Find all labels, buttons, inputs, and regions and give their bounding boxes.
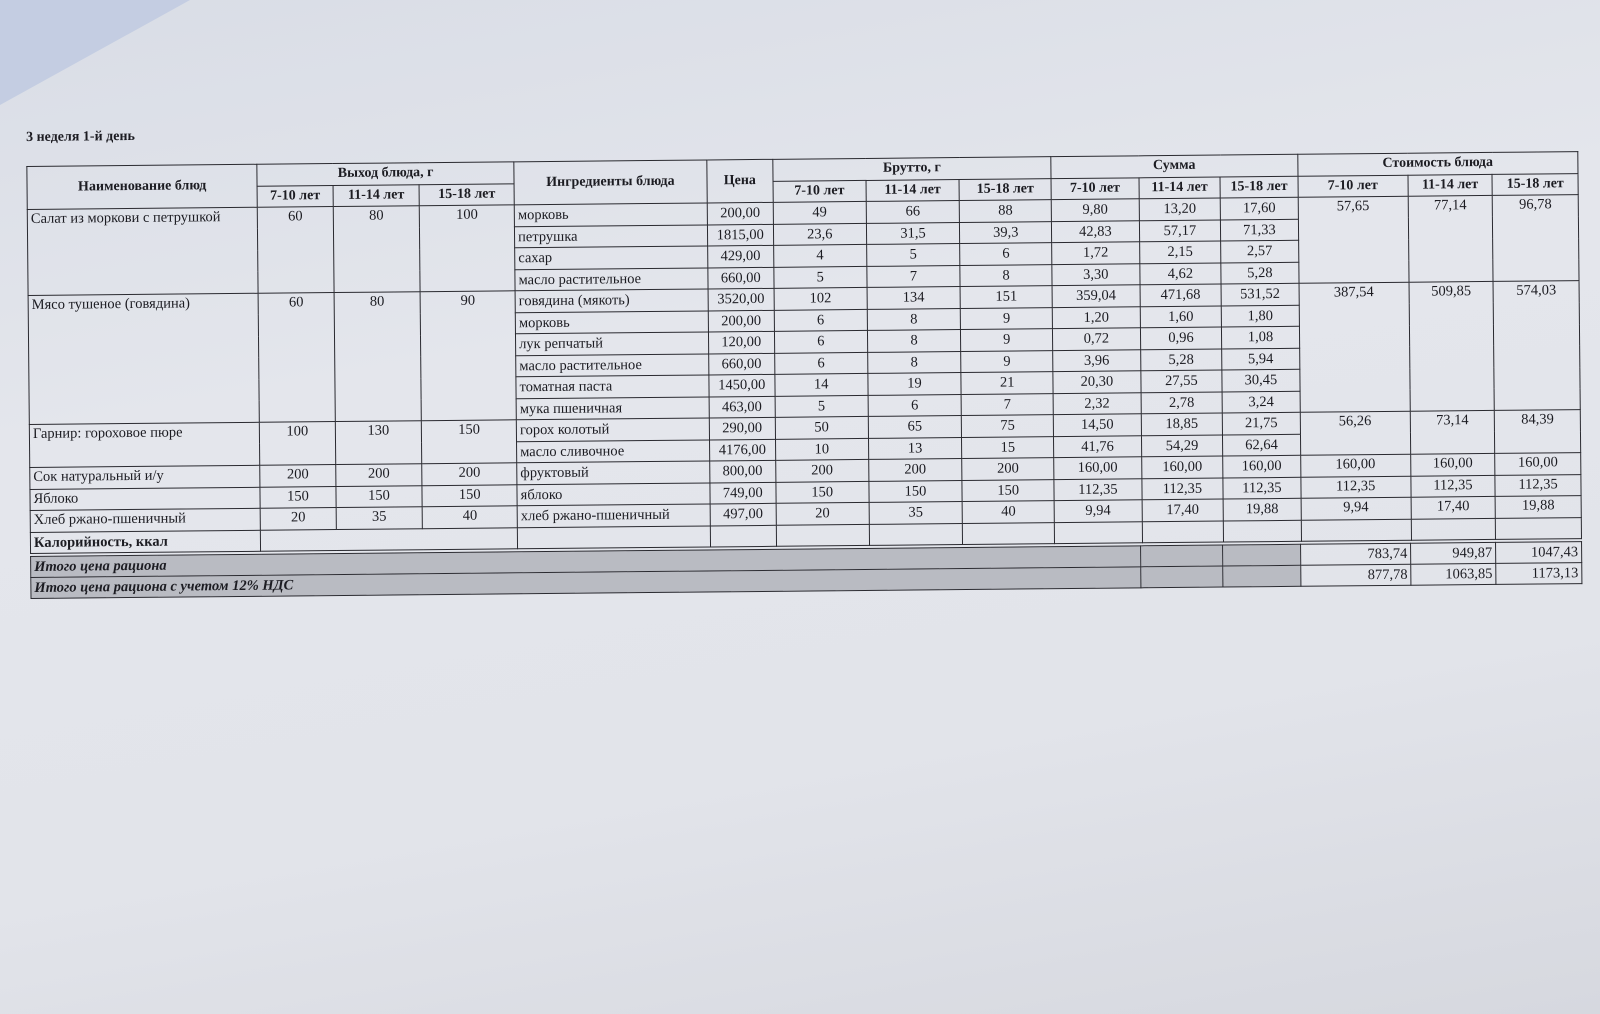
- ingredient-name: мука пшеничная: [516, 396, 709, 419]
- header-output-age-15-18: 15-18 лет: [419, 183, 514, 205]
- ingredient-sum: 112,35: [1223, 477, 1301, 499]
- ingredient-sum: 17,40: [1142, 499, 1224, 521]
- ingredient-sum: 1,08: [1222, 326, 1300, 348]
- ingredient-brutto: 9: [961, 350, 1053, 372]
- header-cost-age-7-10: 7-10 лет: [1298, 175, 1408, 198]
- header-sum-age-7-10: 7-10 лет: [1051, 177, 1139, 199]
- ingredient-sum: 9,80: [1051, 199, 1139, 221]
- ingredient-name: сахар: [515, 246, 708, 269]
- ingredient-brutto: 39,3: [960, 221, 1052, 243]
- ingredient-brutto: 7: [866, 265, 960, 287]
- ingredient-price: 3520,00: [708, 288, 774, 310]
- vat-total-label: Итого цена рациона с учетом 12% НДС: [31, 567, 1141, 599]
- ingredient-name: масло сливочное: [517, 439, 710, 462]
- header-brutto-age-11-14: 11-14 лет: [866, 179, 960, 201]
- header-output: Выход блюда, г: [257, 162, 514, 186]
- header-brutto-age-15-18: 15-18 лет: [959, 178, 1051, 200]
- vat-total-age-7-10: 877,78: [1301, 564, 1412, 586]
- ingredient-brutto: 200: [776, 459, 869, 481]
- ingredient-brutto: 6: [960, 243, 1052, 265]
- ingredient-brutto: 49: [773, 201, 866, 223]
- dish-output: 40: [422, 506, 517, 528]
- ration-total-age-7-10: 783,74: [1300, 543, 1411, 565]
- dish-cost: 17,40: [1411, 496, 1496, 518]
- calories-empty-cell: [1142, 521, 1224, 543]
- ingredient-price: 4176,00: [709, 439, 775, 461]
- ingredient-price: 429,00: [707, 245, 773, 267]
- ingredient-brutto: 8: [867, 330, 961, 352]
- dish-name: Хлеб ржано-пшеничный: [30, 508, 260, 532]
- ingredient-sum: 20,30: [1053, 371, 1141, 393]
- ingredient-sum: 471,68: [1140, 284, 1222, 306]
- dish-cost: 19,88: [1495, 496, 1581, 518]
- ingredient-name: петрушка: [515, 224, 708, 247]
- dish-output: 60: [258, 293, 335, 423]
- calories-output-cell: [261, 527, 518, 551]
- dish-cost: 73,14: [1410, 410, 1495, 454]
- ingredient-sum: 2,78: [1141, 392, 1223, 414]
- ration-total-label: Итого цена рациона: [31, 546, 1141, 578]
- calories-empty-cell: [517, 525, 710, 548]
- dish-output: 80: [333, 206, 420, 293]
- ingredient-brutto: 4: [774, 244, 867, 266]
- ingredient-brutto: 5: [866, 244, 960, 266]
- dish-cost: 160,00: [1410, 453, 1495, 475]
- dish-output: 150: [422, 420, 517, 464]
- dish-output: 100: [260, 422, 336, 466]
- ingredient-brutto: 6: [774, 309, 867, 331]
- ingredient-sum: 19,88: [1223, 498, 1301, 520]
- dish-cost: 387,54: [1299, 282, 1410, 412]
- ingredient-sum: 3,30: [1052, 263, 1140, 285]
- ingredient-sum: 13,20: [1139, 198, 1221, 220]
- ingredient-brutto: 5: [774, 266, 867, 288]
- ingredient-brutto: 9: [961, 307, 1053, 329]
- ration-total-age-11-14: 949,87: [1411, 542, 1496, 564]
- ingredient-sum: 3,96: [1053, 349, 1141, 371]
- ingredient-brutto: 8: [867, 308, 961, 330]
- header-dish-name: Наименование блюд: [27, 164, 258, 209]
- ingredient-brutto: 8: [867, 351, 961, 373]
- ingredient-brutto: 31,5: [866, 222, 960, 244]
- ingredient-brutto: 134: [867, 287, 961, 309]
- ingredient-sum: 1,72: [1052, 242, 1140, 264]
- ingredient-sum: 57,17: [1139, 220, 1221, 242]
- ingredient-brutto: 151: [960, 286, 1052, 308]
- totals-empty-cell: [1223, 565, 1301, 587]
- dish-name: Сок натуральный и/у: [30, 465, 260, 489]
- ingredient-price: 463,00: [709, 396, 775, 418]
- ingredient-brutto: 35: [869, 502, 963, 524]
- table-body: [27, 195, 1581, 532]
- ingredient-brutto: 9: [961, 329, 1053, 351]
- ingredient-name: морковь: [515, 310, 708, 333]
- ingredient-price: 1815,00: [707, 224, 773, 246]
- header-cost-age-11-14: 11-14 лет: [1408, 174, 1493, 196]
- dish-output: 60: [258, 207, 334, 294]
- ingredient-brutto: 102: [774, 287, 867, 309]
- ingredient-sum: 359,04: [1052, 285, 1140, 307]
- dish-name: Салат из моркови с петрушкой: [27, 207, 258, 295]
- ingredient-sum: 4,62: [1140, 263, 1222, 285]
- ingredient-sum: 160,00: [1141, 456, 1223, 478]
- ingredient-price: 120,00: [708, 331, 774, 353]
- ingredient-brutto: 6: [775, 352, 868, 374]
- ingredient-brutto: 66: [866, 201, 960, 223]
- ingredient-brutto: 40: [962, 501, 1054, 523]
- ingredient-price: 660,00: [708, 353, 774, 375]
- dish-cost: 56,26: [1300, 411, 1410, 455]
- dish-output: 200: [335, 464, 422, 486]
- dish-output: 150: [422, 484, 517, 506]
- ingredient-sum: 531,52: [1221, 283, 1299, 305]
- ingredient-sum: 112,35: [1142, 478, 1224, 500]
- ingredient-brutto: 8: [960, 264, 1052, 286]
- ingredient-sum: 54,29: [1141, 435, 1223, 457]
- ingredient-sum: 160,00: [1223, 455, 1301, 477]
- calories-empty-cell: [710, 525, 776, 547]
- ingredient-sum: 5,28: [1140, 349, 1222, 371]
- ingredient-brutto: 13: [868, 437, 962, 459]
- header-price: Цена: [706, 159, 773, 203]
- ingredient-brutto: 10: [775, 438, 868, 460]
- calories-label: Калорийность, ккал: [30, 530, 260, 554]
- header-output-age-7-10: 7-10 лет: [257, 185, 333, 207]
- ingredient-price: 200,00: [707, 202, 773, 224]
- ingredient-name: морковь: [514, 203, 707, 226]
- ingredient-price: 290,00: [709, 417, 775, 439]
- totals-empty-cell: [1141, 545, 1223, 567]
- dish-cost: 160,00: [1300, 454, 1410, 477]
- header-output-age-11-14: 11-14 лет: [333, 184, 420, 206]
- ingredient-sum: 5,94: [1222, 348, 1300, 370]
- dish-cost: 9,94: [1301, 497, 1411, 520]
- dish-cost: 96,78: [1492, 195, 1579, 282]
- ingredient-sum: 0,96: [1140, 327, 1222, 349]
- ration-total-age-15-18: 1047,43: [1496, 542, 1582, 564]
- ingredient-brutto: 65: [868, 416, 962, 438]
- dish-output: 90: [420, 291, 516, 421]
- ingredient-brutto: 200: [962, 458, 1054, 480]
- dish-name: Мясо тушеное (говядина): [28, 293, 260, 424]
- calories-empty-cell: [869, 523, 963, 545]
- header-brutto: Брутто, г: [773, 157, 1051, 181]
- menu-document: [26, 115, 1582, 599]
- dish-name: Яблоко: [30, 487, 260, 511]
- ingredient-name: горох колотый: [516, 418, 709, 441]
- calories-empty-cell: [1301, 519, 1411, 542]
- header-brutto-age-7-10: 7-10 лет: [773, 180, 866, 202]
- ingredient-sum: 42,83: [1051, 220, 1139, 242]
- vat-total-age-15-18: 1173,13: [1496, 563, 1582, 585]
- ingredient-brutto: 14: [775, 373, 868, 395]
- ingredient-brutto: 150: [776, 481, 869, 503]
- ingredient-sum: 30,45: [1222, 369, 1300, 391]
- dish-cost: 574,03: [1493, 281, 1580, 411]
- dish-output: 150: [260, 486, 336, 508]
- dish-cost: 509,85: [1409, 281, 1495, 411]
- calories-empty-cell: [1224, 520, 1302, 542]
- dish-cost: 84,39: [1495, 410, 1581, 454]
- ingredient-sum: 41,76: [1054, 435, 1142, 457]
- ingredient-name: яблоко: [517, 482, 710, 505]
- header-sum: Сумма: [1051, 154, 1298, 178]
- header-cost-age-15-18: 15-18 лет: [1492, 173, 1578, 195]
- document-title: 3 неделя 1-й день: [26, 128, 135, 145]
- ingredient-name: хлеб ржано-пшеничный: [517, 504, 710, 527]
- dish-output: 35: [336, 507, 423, 529]
- ingredient-sum: 21,75: [1222, 412, 1300, 434]
- dish-output: 100: [420, 205, 516, 292]
- ingredient-brutto: 150: [869, 480, 963, 502]
- calories-empty-cell: [776, 524, 869, 546]
- ingredient-brutto: 15: [962, 436, 1054, 458]
- paper-corner: [0, 0, 190, 105]
- ingredient-brutto: 21: [961, 372, 1053, 394]
- ingredient-sum: 27,55: [1141, 370, 1223, 392]
- ingredient-brutto: 20: [776, 502, 869, 524]
- header-cost: Стоимость блюда: [1297, 152, 1578, 176]
- ingredient-brutto: 150: [962, 479, 1054, 501]
- dish-output: 150: [336, 485, 423, 507]
- ingredient-sum: 112,35: [1054, 478, 1142, 500]
- ingredient-price: 660,00: [708, 267, 774, 289]
- ingredient-sum: 9,94: [1054, 500, 1142, 522]
- ingredient-sum: 160,00: [1054, 457, 1142, 479]
- dish-name: Гарнир: гороховое пюре: [29, 422, 260, 467]
- ingredient-brutto: 88: [960, 200, 1052, 222]
- calories-empty-cell: [1411, 518, 1496, 540]
- ingredient-name: фруктовый: [517, 461, 710, 484]
- ingredient-brutto: 200: [868, 459, 962, 481]
- dish-output: 80: [334, 292, 422, 422]
- ingredient-brutto: 19: [867, 373, 961, 395]
- dish-output: 130: [335, 421, 422, 465]
- ingredient-brutto: 75: [962, 415, 1054, 437]
- header-sum-age-15-18: 15-18 лет: [1220, 176, 1298, 198]
- ingredient-price: 1450,00: [709, 374, 775, 396]
- ingredient-price: 800,00: [709, 460, 775, 482]
- dish-output: 200: [260, 465, 336, 487]
- ingredient-sum: 18,85: [1141, 413, 1223, 435]
- header-sum-age-11-14: 11-14 лет: [1139, 177, 1221, 199]
- ingredient-sum: 5,28: [1221, 262, 1299, 284]
- ingredient-sum: 2,15: [1139, 241, 1221, 263]
- dish-cost: 112,35: [1301, 476, 1411, 499]
- ingredient-brutto: 6: [774, 330, 867, 352]
- ingredient-brutto: 6: [868, 394, 962, 416]
- ingredient-sum: 2,32: [1053, 392, 1141, 414]
- ingredient-sum: 1,60: [1140, 306, 1222, 328]
- dish-output: 20: [260, 508, 336, 530]
- dish-cost: 112,35: [1411, 475, 1496, 497]
- ingredient-name: томатная паста: [516, 375, 709, 398]
- ingredient-sum: 2,57: [1221, 240, 1299, 262]
- totals-empty-cell: [1141, 566, 1223, 588]
- ingredient-name: говядина (мякоть): [515, 289, 708, 312]
- totals-empty-cell: [1223, 544, 1301, 566]
- ingredient-brutto: 7: [961, 393, 1053, 415]
- ingredient-price: 497,00: [710, 503, 776, 525]
- calories-empty-cell: [1054, 521, 1142, 543]
- ingredient-sum: 14,50: [1053, 414, 1141, 436]
- ingredient-sum: 3,24: [1222, 391, 1300, 413]
- dish-cost: 57,65: [1298, 196, 1409, 283]
- ingredient-name: масло растительное: [516, 353, 709, 376]
- ingredient-sum: 71,33: [1221, 219, 1299, 241]
- ingredient-brutto: 50: [775, 416, 868, 438]
- dish-cost: 160,00: [1495, 453, 1581, 475]
- ingredient-name: масло растительное: [515, 267, 708, 290]
- ingredient-sum: 17,60: [1220, 197, 1298, 219]
- menu-table: [26, 151, 1582, 554]
- ingredient-brutto: 5: [775, 395, 868, 417]
- calories-empty-cell: [1496, 517, 1582, 539]
- dish-cost: 77,14: [1408, 195, 1493, 282]
- ingredient-brutto: 23,6: [773, 223, 866, 245]
- ingredient-sum: 1,20: [1052, 306, 1140, 328]
- ingredient-name: лук репчатый: [516, 332, 709, 355]
- ingredient-sum: 62,64: [1223, 434, 1301, 456]
- calories-empty-cell: [963, 522, 1055, 544]
- dish-output: 200: [422, 463, 517, 485]
- dish-cost: 112,35: [1495, 474, 1581, 496]
- ingredient-price: 749,00: [710, 482, 776, 504]
- ingredient-sum: 0,72: [1053, 328, 1141, 350]
- ingredient-sum: 1,80: [1221, 305, 1299, 327]
- header-ingredients: Ингредиенты блюда: [514, 160, 707, 205]
- vat-total-age-11-14: 1063,85: [1411, 563, 1496, 585]
- ingredient-price: 200,00: [708, 310, 774, 332]
